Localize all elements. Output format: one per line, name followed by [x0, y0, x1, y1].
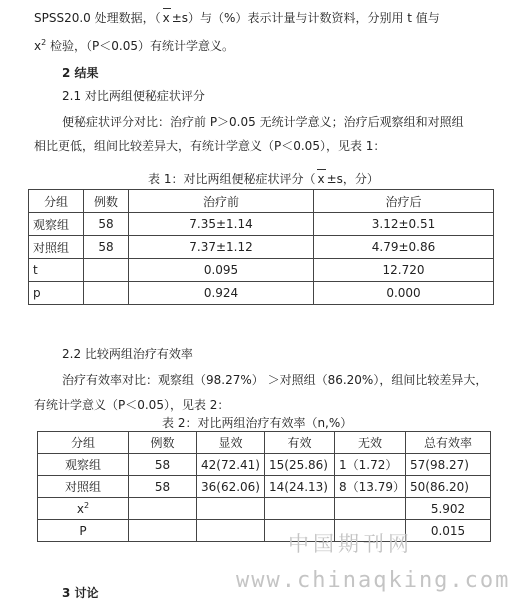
table-cell: 0.924	[129, 282, 314, 305]
table-header-cell: 无效	[335, 432, 406, 454]
table-header-cell: 例数	[84, 190, 129, 213]
subheading-2-1: 2.1 对比两组便秘症状评分	[62, 89, 205, 103]
table-cell: 14(24.13)	[265, 476, 335, 498]
table-cell: 58	[129, 476, 197, 498]
table-row	[38, 476, 491, 498]
table-cell: 5.902	[406, 498, 491, 520]
table-header-cell: 显效	[197, 432, 265, 454]
discussion-heading: 3 讨论	[62, 586, 99, 600]
para-2-1-line1: 便秘症状评分对比：治疗前 P＞0.05 无统计学意义；治疗后观察组和对照组	[62, 115, 464, 129]
para-2-2-line1: 治疗有效率对比：观察组（98.27%） ＞对照组（86.20%），组间比较差异大，	[62, 373, 488, 387]
table-header-cell: 有效	[265, 432, 335, 454]
table-cell: 1（1.72）	[335, 454, 406, 476]
table-cell	[265, 498, 335, 520]
table-cell: 8（13.79）	[335, 476, 406, 498]
table-cell	[335, 498, 406, 520]
watermark-url: www.chinaqking.com	[236, 568, 511, 593]
table-header-cell: 分组	[29, 190, 84, 213]
table-cell	[84, 259, 129, 282]
table-cell	[197, 498, 265, 520]
table-row	[38, 520, 491, 542]
table-cell: 15(25.86)	[265, 454, 335, 476]
para-2-1-line2: 相比更低，组间比较差异大，有统计学意义（P＜0.05），见表 1：	[34, 139, 386, 153]
table2-caption: 表 2：对比两组治疗有效率（n,%）	[162, 416, 353, 430]
table2	[37, 431, 491, 542]
table-cell: 3.12±0.51	[314, 213, 494, 236]
table-cell: P	[38, 520, 129, 542]
table-cell: 58	[129, 454, 197, 476]
table-header-row	[29, 190, 494, 213]
table-cell: 0.000	[314, 282, 494, 305]
table-cell: 42(72.41)	[197, 454, 265, 476]
table-cell	[84, 282, 129, 305]
table-row	[29, 236, 494, 259]
table-cell: $x^2$	[38, 498, 129, 520]
table-header-cell: 例数	[129, 432, 197, 454]
table-cell: 57(98.27)	[406, 454, 491, 476]
methods-line2: $x^2$ 检验，（P＜0.05）有统计学意义。	[34, 38, 234, 53]
table-header-cell: 治疗后	[314, 190, 494, 213]
subheading-2-2: 2.2 比较两组治疗有效率	[62, 347, 193, 361]
table-cell: 12.720	[314, 259, 494, 282]
table-cell: 观察组	[38, 454, 129, 476]
x-bar-symbol: x	[317, 172, 325, 186]
table-header-cell: 治疗前	[129, 190, 314, 213]
table-row	[38, 454, 491, 476]
table-cell: 0.095	[129, 259, 314, 282]
table-cell: 36(62.06)	[197, 476, 265, 498]
table-cell	[197, 520, 265, 542]
table-cell: 58	[84, 213, 129, 236]
table1-caption: 表 1：对比两组便秘症状评分（ x ±s，分）	[148, 172, 379, 186]
table-cell	[129, 520, 197, 542]
table-cell: t	[29, 259, 84, 282]
table-cell: 7.35±1.14	[129, 213, 314, 236]
watermark-cn: 中国期刊网	[288, 532, 413, 556]
table1	[28, 189, 494, 305]
table-cell: 0.015	[406, 520, 491, 542]
table-cell: 4.79±0.86	[314, 236, 494, 259]
table-cell: 7.37±1.12	[129, 236, 314, 259]
table-cell: 50(86.20)	[406, 476, 491, 498]
x-bar-symbol: x	[162, 11, 170, 25]
table-header-cell: 分组	[38, 432, 129, 454]
table-cell: 对照组	[29, 236, 84, 259]
table-row	[29, 282, 494, 305]
table-row	[29, 213, 494, 236]
table-cell: 58	[84, 236, 129, 259]
table-cell	[129, 498, 197, 520]
table-cell: 观察组	[29, 213, 84, 236]
table-header-cell: 总有效率	[406, 432, 491, 454]
para-2-2-line2: 有统计学意义（P＜0.05），见表 2：	[34, 398, 230, 412]
table-header-row	[38, 432, 491, 454]
results-heading: 2 结果	[62, 66, 99, 80]
table-row	[38, 498, 491, 520]
table-cell: p	[29, 282, 84, 305]
methods-line1: SPSS20.0 处理数据，（ x ±s）与（%）表示计量与计数资料，分别用 t 值与	[34, 11, 440, 25]
table-cell: 对照组	[38, 476, 129, 498]
table-row	[29, 259, 494, 282]
